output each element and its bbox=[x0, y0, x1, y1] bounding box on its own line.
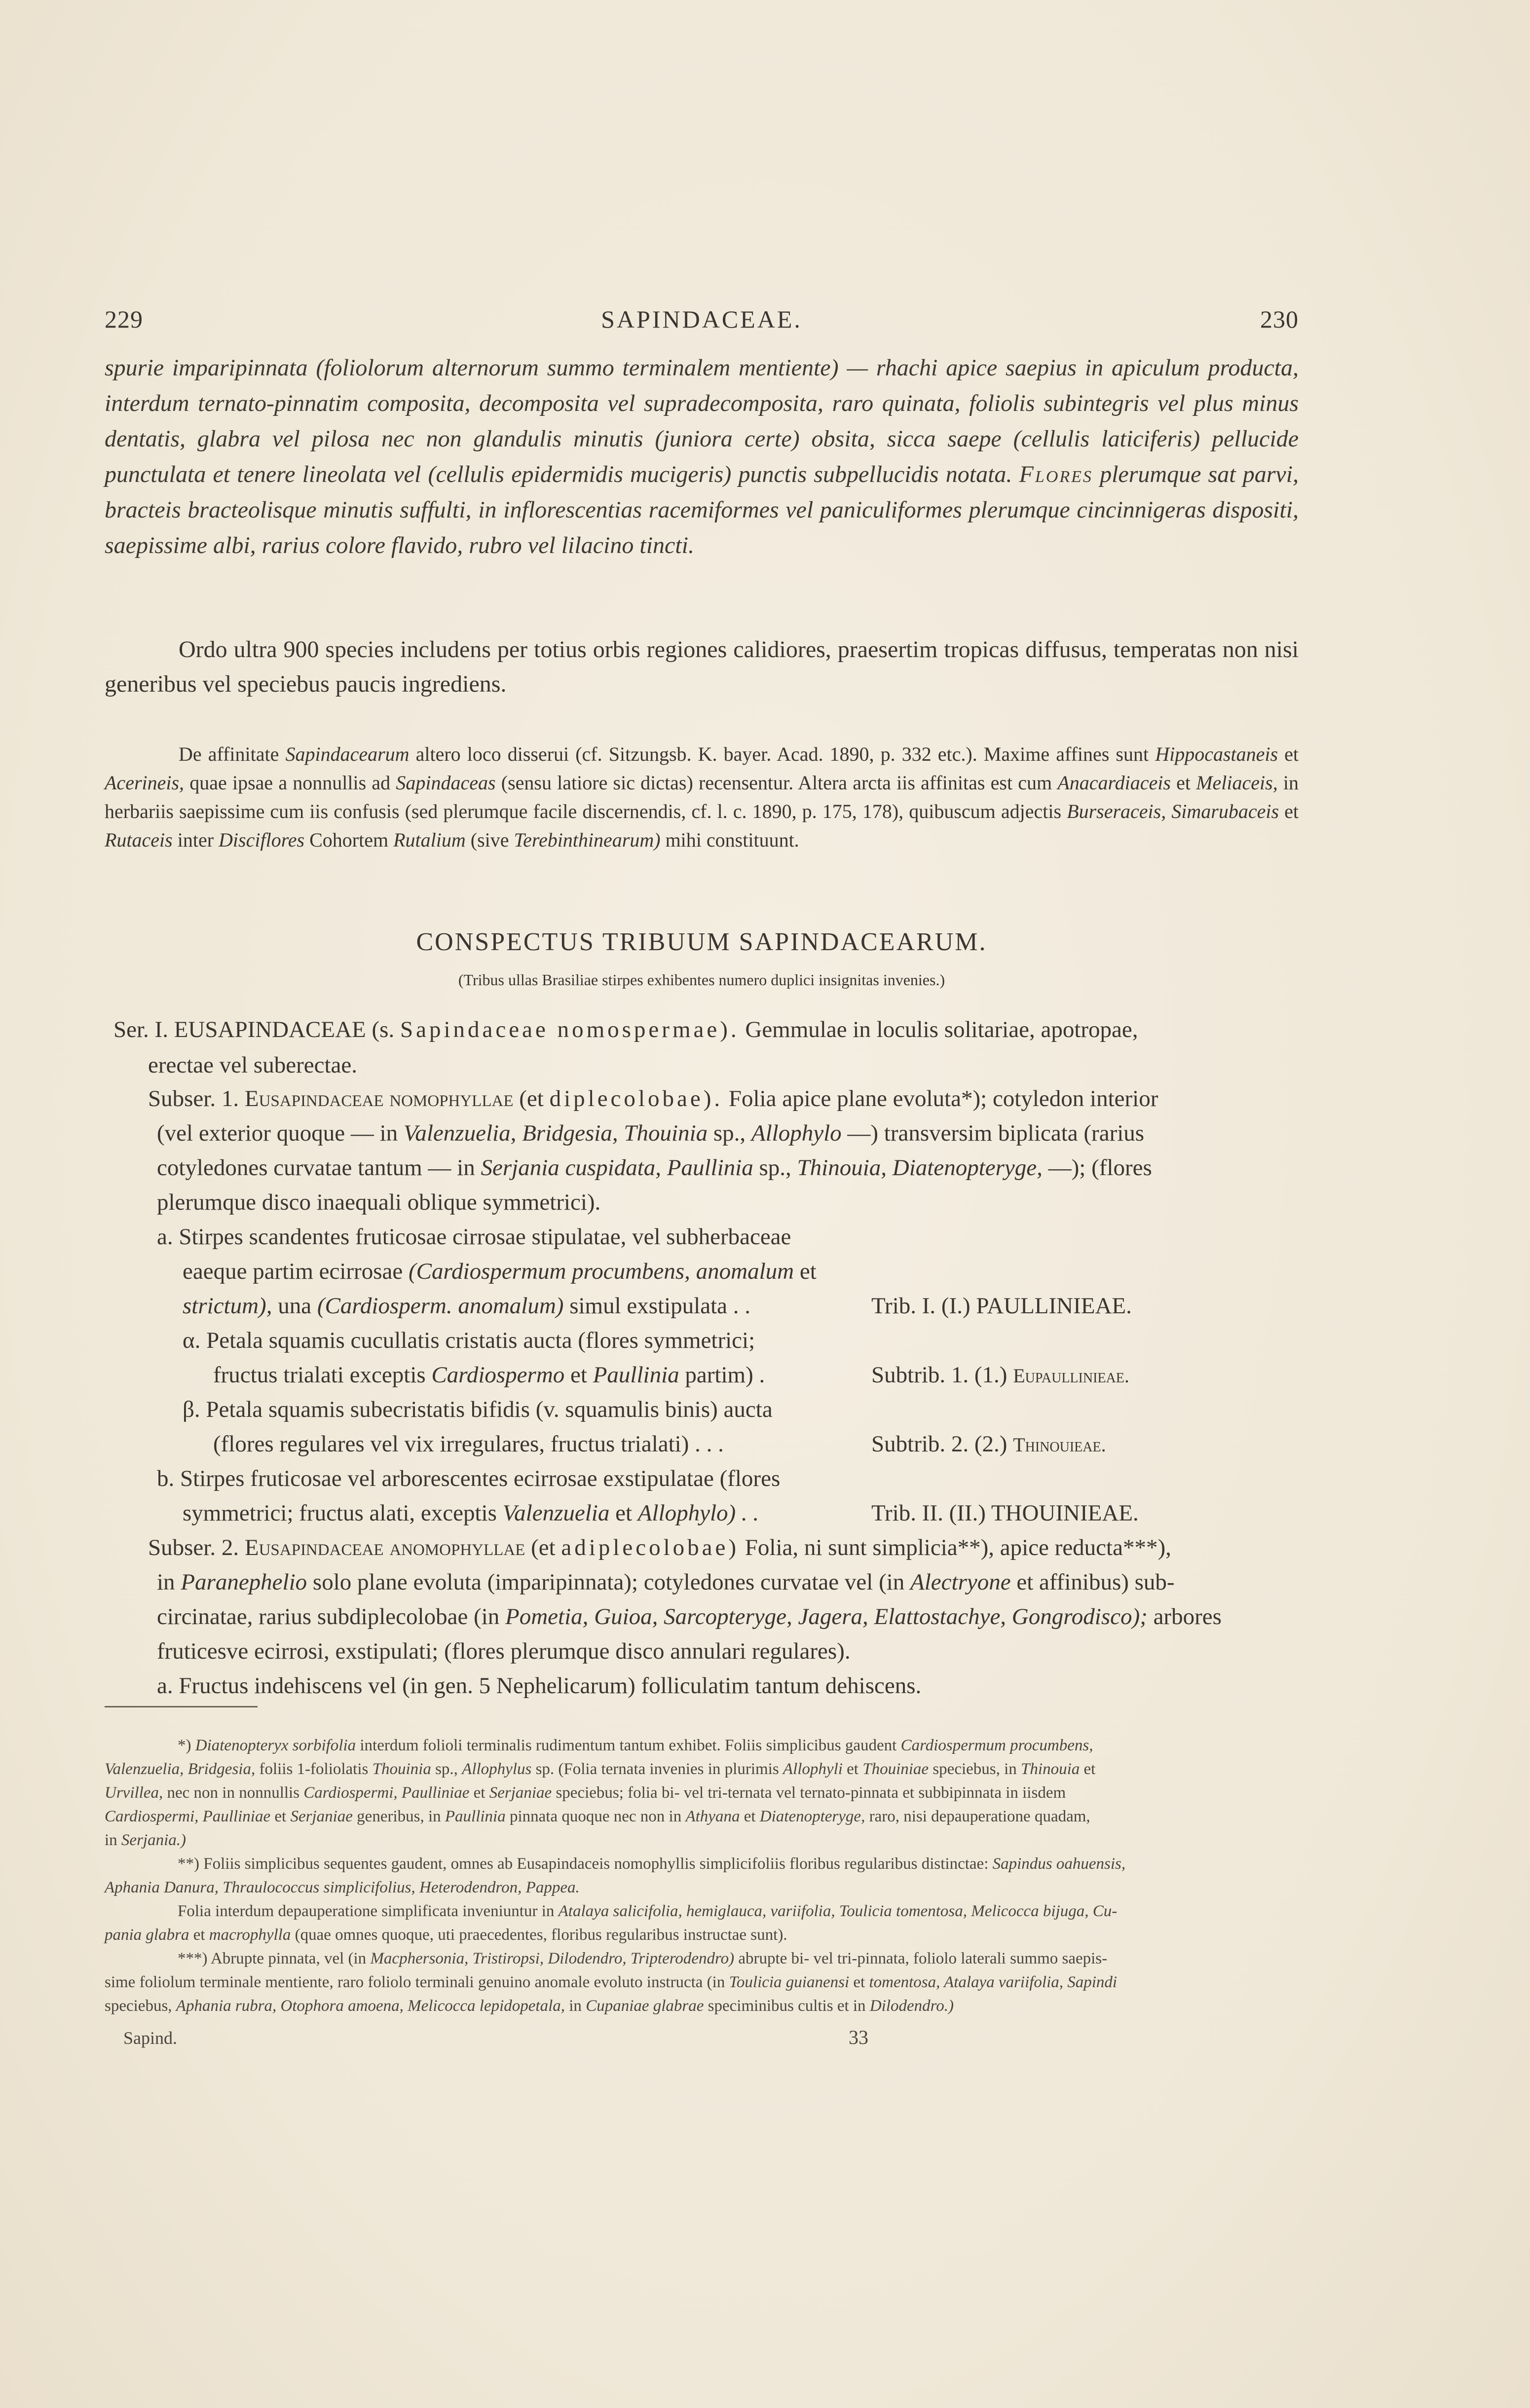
tribe-2-label: Trib. II. (II.) THOUINIEAE. bbox=[871, 1500, 1139, 1526]
signature-mark: Sapind. bbox=[123, 2028, 178, 2048]
key-beta-line-1: β. Petala squamis subecristatis bifidis (v. squamulis binis) aucta bbox=[183, 1397, 773, 1422]
affinity-paragraph: De affinitate Sapindacearum altero loco disserui (cf. Sitzungsb. K. bayer. Acad. 1890, p. 332 etc.). Maxime affines sunt Hippocastaneis et Acerineis, quae ipsae a nonnullis ad Sapindaceas (sensu latiore sic dictas) recensentur. Altera arcta iis affinitas est cum Anacardiaceis et Meliaceis, in herbariis saepissime cum iis confusis (sed plerumque facile discernendis, cf. l. c. 1890, p. 175, 178), quibuscum adjectis Burseraceis, Simarubaceis et Rutaceis inter Disciflores Cohortem Rutalium (sive Terebinthinearum) mihi constituunt. bbox=[105, 743, 1299, 851]
page-header bbox=[105, 305, 1299, 339]
series-line-1: Ser. I. EUSAPINDACEAE (s. Sapindaceae nomospermae). Gemmulae in loculis solitariae, apotropae, bbox=[113, 1017, 1138, 1042]
footnote-2-line-1: **) Foliis simplicibus sequentes gaudent, omnes ab Eusapindaceis nomophyllis simplicifoliis floribus regularibus distinctae: Sapindus oahuensis, bbox=[178, 1855, 1126, 1873]
subseries-2-line-2: in Paranephelio solo plane evoluta (imparipinnata); cotyledones curvatae vel (in Alectryone et affinibus) sub- bbox=[157, 1569, 1175, 1595]
footnote-2-line-3: Folia interdum depauperatione simplificata inveniuntur in Atalaya salicifolia, hemiglauca, variifolia, Toulicia tomentosa, Melicocca bijuga, Cu- bbox=[178, 1902, 1118, 1920]
key-b-line-2: symmetrici; fructus alati, exceptis Valenzuelia et Allophylo) . . bbox=[183, 1500, 759, 1526]
footnote-3-line-2: sime foliolum terminale mentiente, raro foliolo terminali genuino anomale evoluto instructa (in Toulicia guianensi et tomentosa, Atalaya variifolia, Sapindi bbox=[105, 1973, 1118, 1991]
subseries-1-line-4: plerumque disco inaequali oblique symmetrici). bbox=[157, 1189, 601, 1215]
footnote-2-line-2: Aphania Danura, Thraulococcus simplicifolius, Heterodendron, Pappea. bbox=[105, 1879, 580, 1896]
conspectus-title: CONSPECTUS TRIBUUM SAPINDACEARUM. bbox=[416, 928, 987, 956]
footnote-1-line-2: Valenzuelia, Bridgesia, foliis 1-foliolatis Thouinia sp., Allophylus sp. (Folia ternata invenies in plurimis Allophyli et Thouiniae speciebus, in Thinouia et bbox=[105, 1760, 1096, 1778]
tribe-1-label: Trib. I. (I.) PAULLINIEAE. bbox=[871, 1293, 1132, 1319]
intro-paragraph bbox=[105, 350, 1299, 563]
signature-number: 33 bbox=[849, 2026, 868, 2048]
series-line-2: erectae vel suberectae. bbox=[148, 1052, 357, 1078]
subseries-1-line-3: cotyledones curvatae tantum — in Serjania cuspidata, Paullinia sp., Thinouia, Diatenopteryge, —); (flores bbox=[157, 1155, 1152, 1181]
subseries-2-line-4: fruticesve ecirrosi, exstipulati; (flores plerumque disco annulari regulares). bbox=[157, 1638, 851, 1664]
key-alpha-line-2: fructus trialati exceptis Cardiospermo et Paullinia partim) . bbox=[213, 1362, 765, 1388]
key-a-line-2: eaeque partim ecirrosae (Cardiospermum procumbens, anomalum et bbox=[183, 1259, 817, 1284]
key-a-line-3: strictum), una (Cardiosperm. anomalum) simul exstipulata . . bbox=[183, 1293, 751, 1319]
footnote-1-line-5: in Serjania.) bbox=[105, 1831, 186, 1849]
flores-label: Flores bbox=[1019, 461, 1093, 487]
subtribe-1-label: Subtrib. 1. (1.) Eupaullinieae. bbox=[871, 1362, 1129, 1388]
footnote-1-line-3: Urvillea, nec non in nonnullis Cardiospermi, Paulliniae et Serjaniae speciebus; folia bi- vel tri-ternata vel ternato-pinnata et subbipinnata in iisdem bbox=[105, 1784, 1066, 1802]
key-alpha-line-1: α. Petala squamis cucullatis cristatis aucta (flores symmetrici; bbox=[183, 1328, 755, 1353]
page-number-left: 229 bbox=[105, 305, 143, 333]
subseries-1-line-2: (vel exterior quoque — in Valenzuelia, Bridgesia, Thouinia sp., Allophylo —) transversim biplicata (rarius bbox=[157, 1120, 1145, 1146]
footnote-3-line-1: ***) Abrupte pinnata, vel (in Macphersonia, Tristiropsi, Dilodendro, Tripterodendro) abrupte bi- vel tri-pinnata, foliolo laterali summo saepis- bbox=[178, 1950, 1108, 1967]
order-paragraph: Ordo ultra 900 species includens per totius orbis regiones calidiores, praesertim tropicas diffusus, temperatas non nisi generibus vel speciebus paucis ingrediens. bbox=[105, 636, 1299, 697]
subseries-2-line-3: circinatae, rarius subdiplecolobae (in Pometia, Guioa, Sarcopteryge, Jagera, Elattostachye, Gongrodisco); arbores bbox=[157, 1604, 1222, 1630]
key-b-line-1: b. Stirpes fruticosae vel arborescentes ecirrosae exstipulatae (flores bbox=[157, 1466, 781, 1491]
key-a2-line: a. Fructus indehiscens vel (in gen. 5 Nephelicarum) folliculatim tantum dehiscens. bbox=[157, 1673, 922, 1699]
subseries-1-line-1: Subser. 1. Eusapindaceae nomophyllae (et diplecolobae). Folia apice plane evoluta*); cotyledon interior bbox=[148, 1086, 1158, 1111]
page-number-right: 230 bbox=[1260, 305, 1299, 333]
intro-text-1: spurie imparipinnata (foliolorum alternorum summo terminalem mentiente) — rhachi apice saepius in apiculum producta, interdum ternato-pinnatim composita, decomposita vel supradecomposita, raro quinata, foliolis subintegris vel plus minus dentatis, glabra vel pilosa nec non glandulis minutis (juniora certe) obsita, sicca saepe (cellulis laticiferis) pellucide punctulata et tenere lineolata vel (cellulis epidermidis mucigeris) punctis subpellucidis notata. bbox=[105, 355, 1299, 487]
footnote-divider bbox=[105, 1706, 258, 1707]
footnote-1-line-1: *) Diatenopteryx sorbifolia interdum folioli terminalis rudimentum tantum exhibet. Foliis simplicibus gaudent Cardiospermum procumbens, bbox=[178, 1737, 1093, 1754]
footnote-2-line-4: pania glabra et macrophylla (quae omnes quoque, uti praecedentes, floribus regularibus instructae sunt). bbox=[105, 1926, 787, 1944]
key-beta-line-2: (flores regulares vel vix irregulares, fructus trialati) . . . bbox=[213, 1431, 724, 1457]
intro-text-2: plerumque sat parvi, bracteis bracteolisque minutis suffulti, in inflorescentias racemiformes vel paniculiformes plerumque cincinnigeras dispositi, saepissime albi, rarius colore flavido, rubro vel lilacino tincti. bbox=[105, 461, 1299, 558]
conspectus-subtitle: (Tribus ullas Brasiliae stirpes exhibentes numero duplici insignitas invenies.) bbox=[458, 971, 945, 989]
subseries-2-line-1: Subser. 2. Eusapindaceae anomophyllae (et adiplecolobae) Folia, ni sunt simplicia**), apice reducta***), bbox=[148, 1535, 1171, 1560]
footnote-3-line-3: speciebus, Aphania rubra, Otophora amoena, Melicocca lepidopetala, in Cupaniae glabrae speciminibus cultis et in Dilodendro.) bbox=[105, 1997, 954, 2015]
subtribe-2-label: Subtrib. 2. (2.) Thinouieae. bbox=[871, 1431, 1106, 1457]
footnote-1-line-4: Cardiospermi, Paulliniae et Serjaniae generibus, in Paullinia pinnata quoque nec non in Athyana et Diatenopteryge, raro, nisi depauperatione quadam, bbox=[105, 1808, 1090, 1825]
key-a-line-1: a. Stirpes scandentes fruticosae cirrosae stipulatae, vel subherbaceae bbox=[157, 1224, 791, 1250]
page-title: SAPINDACEAE. bbox=[601, 305, 802, 333]
